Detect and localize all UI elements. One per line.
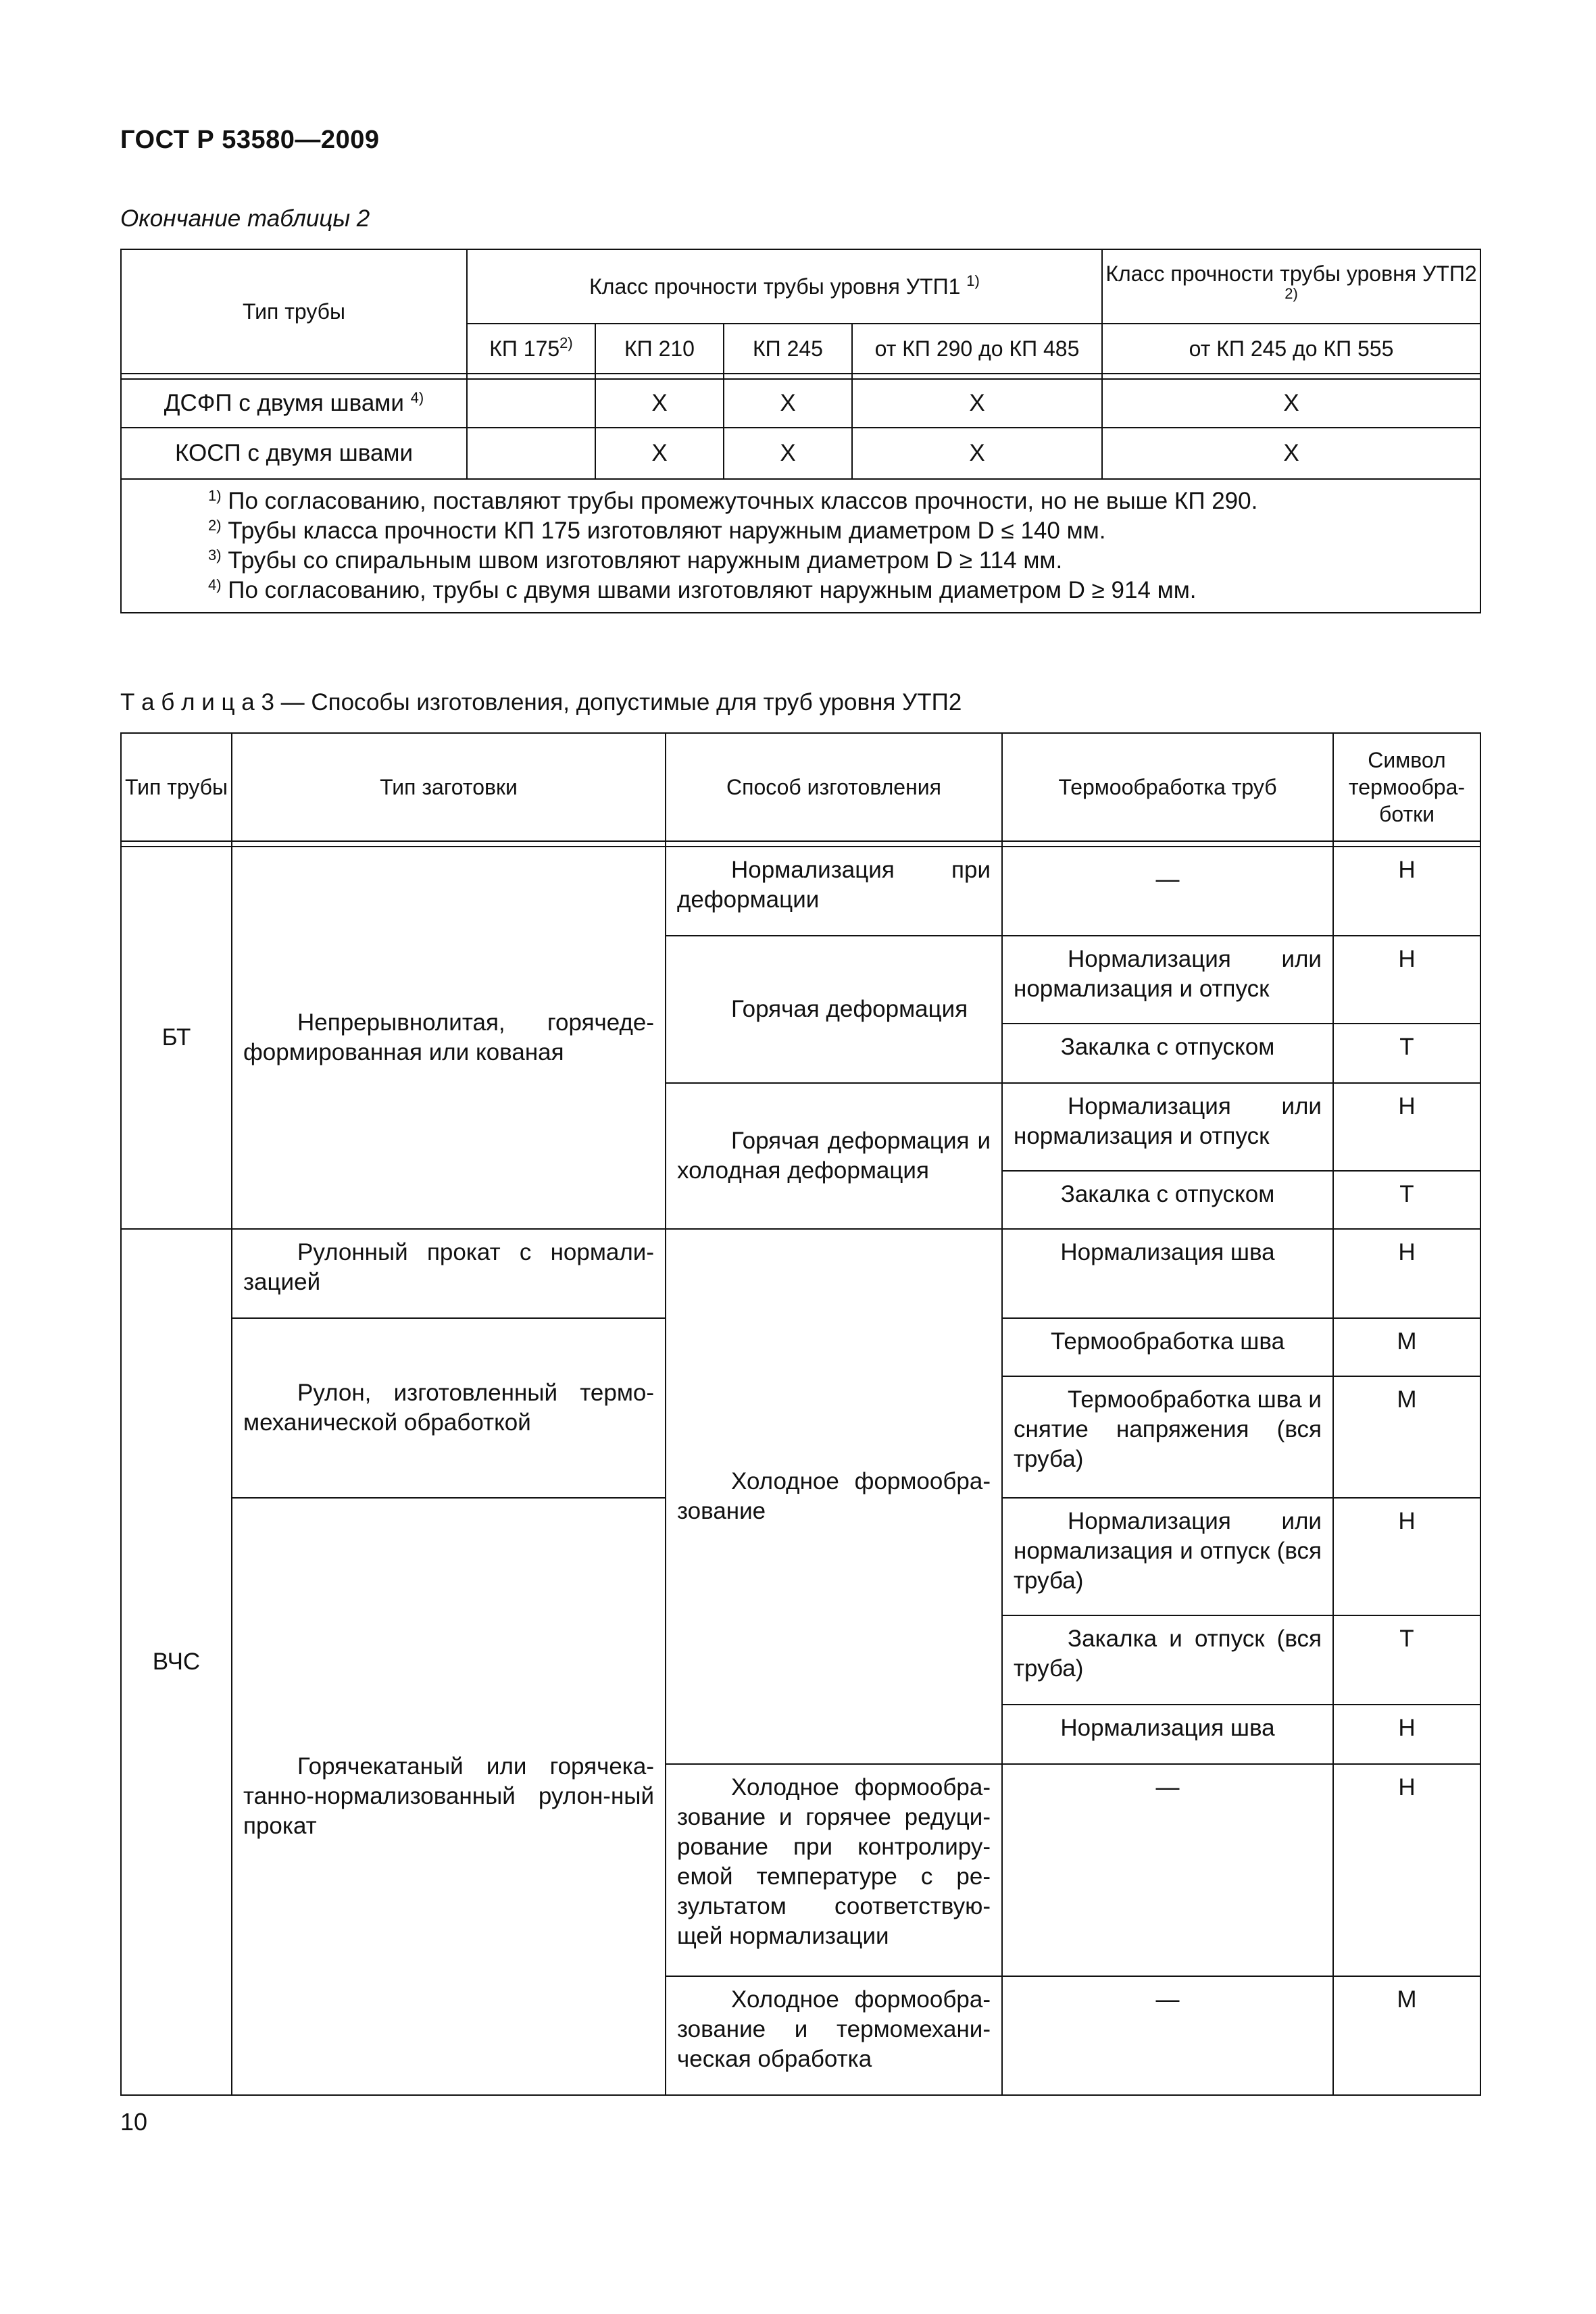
- cell: [467, 428, 595, 479]
- header-pipe-type: Тип трубы: [121, 249, 467, 374]
- treatment: Нормализация шва: [1002, 1229, 1333, 1318]
- cell: X: [724, 379, 852, 428]
- header-kp245: КП 245: [724, 324, 852, 374]
- treatment: Нормализация или нормализация и отпуск: [1002, 936, 1333, 1024]
- header-utp2: Класс прочности трубы уровня УТП2 $^{2)}$: [1102, 249, 1480, 324]
- treatment: —: [1002, 1976, 1333, 2095]
- treatment: Термообработка шва: [1002, 1318, 1333, 1376]
- symbol: Т: [1333, 1615, 1480, 1705]
- footnote: $^{2)}$ Трубы класса прочности КП 175 изготовляют наружным диаметром D ≤ 140 мм.: [208, 517, 1106, 544]
- blank-bt: Непрерывнолитая, горячеде-формированная или кованая: [232, 847, 666, 1229]
- table-row: [121, 428, 1480, 479]
- treatment: —: [1002, 1764, 1333, 1976]
- table-row: [121, 847, 1480, 936]
- header-kp210: КП 210: [595, 324, 724, 374]
- table-3: [120, 732, 1481, 2096]
- symbol: Т: [1333, 1024, 1480, 1083]
- treatment: Закалка и отпуск (вся труба): [1002, 1615, 1333, 1705]
- symbol: М: [1333, 1318, 1480, 1376]
- header-kp175: КП 175$^{2)}$: [467, 324, 595, 374]
- standard-header: ГОСТ Р 53580—2009: [120, 126, 380, 154]
- symbol: Н: [1333, 1229, 1480, 1318]
- symbol: Н: [1333, 1083, 1480, 1171]
- cell: X: [1102, 379, 1480, 428]
- header-utp1: Класс прочности трубы уровня УТП1 $^{1)}$: [467, 249, 1102, 324]
- symbol: Н: [1333, 936, 1480, 1024]
- blank: Рулонный прокат с нормали-зацией: [232, 1229, 666, 1318]
- symbol: Н: [1333, 1705, 1480, 1764]
- symbol: М: [1333, 1976, 1480, 2095]
- treatment: Термообработка шва и снятие напряжения (вся труба): [1002, 1376, 1333, 1498]
- treatment: Нормализация или нормализация и отпуск (вся труба): [1002, 1498, 1333, 1615]
- treatment: —: [1002, 847, 1333, 936]
- footnote: $^{1)}$ По согласованию, поставляют трубы промежуточных классов прочности, но не выше КП 290.: [208, 487, 1258, 514]
- header-kp245-555: от КП 245 до КП 555: [1102, 324, 1480, 374]
- pipe-type-bt: БТ: [121, 847, 232, 1229]
- header-kp290-485: от КП 290 до КП 485: [852, 324, 1102, 374]
- symbol: М: [1333, 1376, 1480, 1498]
- treatment: Закалка с отпуском: [1002, 1024, 1333, 1083]
- method: Горячая деформация и холодная деформация: [666, 1083, 1002, 1229]
- treatment: Нормализация или нормализация и отпуск: [1002, 1083, 1333, 1171]
- footnote: $^{3)}$ Трубы со спиральным швом изготовляют наружным диаметром D ≥ 114 мм.: [208, 547, 1063, 574]
- footnote: $^{4)}$ По согласованию, трубы с двумя швами изготовляют наружным диаметром D ≥ 914 мм.: [208, 576, 1197, 603]
- header-pipe-type: Тип трубы: [121, 733, 232, 841]
- header-method: Способ изготовления: [666, 733, 1002, 841]
- method: Горячая деформация: [666, 936, 1002, 1083]
- table2-caption: Окончание таблицы 2: [120, 205, 370, 232]
- cell: X: [852, 379, 1102, 428]
- pipe-type-vchs: ВЧС: [121, 1229, 232, 2095]
- blank: Горячекатаный или горячека-танно-нормализованный рулон-ный прокат: [232, 1498, 666, 2095]
- header-symbol: Символ термообра-ботки: [1333, 733, 1480, 841]
- treatment: Нормализация шва: [1002, 1705, 1333, 1764]
- method: Холодное формообра-зование: [666, 1229, 1002, 1764]
- cell: [467, 379, 595, 428]
- method: Нормализация при деформации: [666, 847, 1002, 936]
- table-2: [120, 249, 1481, 613]
- cell: X: [852, 428, 1102, 479]
- header-blank-type: Тип заготовки: [232, 733, 666, 841]
- symbol: Н: [1333, 1764, 1480, 1976]
- cell: X: [724, 428, 852, 479]
- cell: X: [595, 379, 724, 428]
- blank: Рулон, изготовленный термо-механической обработкой: [232, 1318, 666, 1498]
- row-type: КОСП с двумя швами: [121, 428, 467, 479]
- table3-caption: Т а б л и ц а 3 — Способы изготовления, допустимые для труб уровня УТП2: [120, 689, 962, 715]
- page-number: 10: [120, 2108, 148, 2136]
- table-row: [121, 379, 1480, 428]
- cell: X: [595, 428, 724, 479]
- table-row: [121, 1229, 1480, 1318]
- method: Холодное формообра-зование и горячее редуци-рование при контролиру-емой температуре с ре-зультатом соответствую-щей нормализации: [666, 1764, 1002, 1976]
- table2-footnotes: [121, 479, 1480, 613]
- header-heat-treatment: Термообработка труб: [1002, 733, 1333, 841]
- symbol: Н: [1333, 1498, 1480, 1615]
- symbol: Т: [1333, 1171, 1480, 1229]
- symbol: Н: [1333, 847, 1480, 936]
- treatment: Закалка с отпуском: [1002, 1171, 1333, 1229]
- method: Холодное формообра-зование и термомехани-ческая обработка: [666, 1976, 1002, 2095]
- row-type: ДСФП с двумя швами $^{4)}$: [121, 379, 467, 428]
- cell: X: [1102, 428, 1480, 479]
